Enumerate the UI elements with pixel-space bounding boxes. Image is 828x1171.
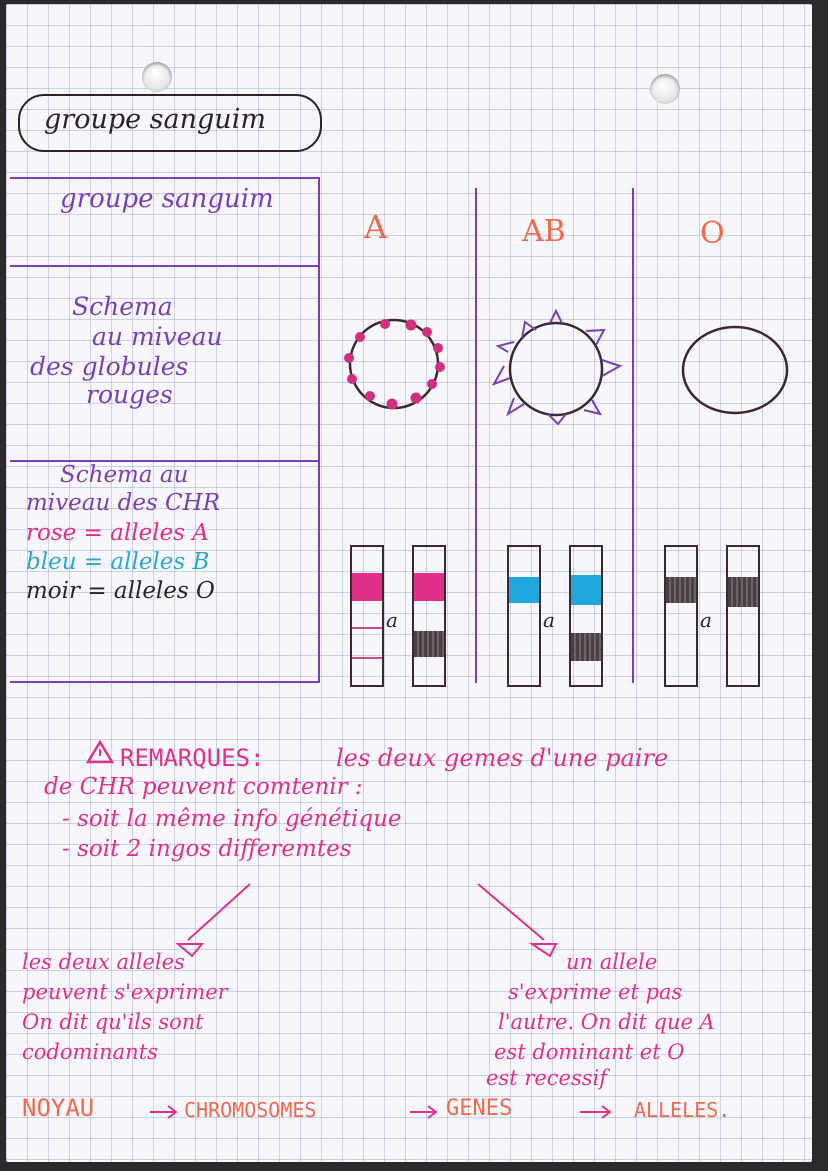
right-arrow-head [532, 944, 556, 956]
row-header-cells-line3: des globules [30, 352, 189, 381]
remarques-line1: les deux gemes d'une paire [336, 744, 669, 772]
allele-label: a [543, 608, 555, 632]
chromosome-a-left [350, 545, 384, 687]
legend-moir: moir = alleles O [26, 578, 215, 604]
remarques-line4: - soit 2 ingos differemtes [62, 836, 352, 862]
cell-ab-outline [510, 323, 602, 415]
chromosome-a-right [412, 545, 446, 687]
allele-band-b [571, 575, 601, 605]
page-title: groupe sanguim [44, 104, 266, 135]
group-a-header: A [364, 208, 388, 246]
row-header-chr-line1: Schema au [60, 462, 189, 488]
left-branch-line3: On dit qu'ils sont [22, 1010, 204, 1034]
chain-arrow-1 [150, 1106, 176, 1118]
left-arrow-line [188, 884, 250, 940]
band-tick [352, 657, 382, 659]
left-branch-line4: codominants [22, 1040, 158, 1064]
group-o-header: O [700, 216, 725, 251]
chain-chromosomes: CHROMOSOMES [184, 1098, 317, 1122]
left-branch-line1: les deux alleles [22, 950, 185, 974]
chromosome-o-left [664, 545, 698, 687]
right-arrow-line [478, 884, 544, 940]
chain-alleles: ALLELES. [634, 1098, 731, 1122]
band-tick [352, 627, 382, 629]
remarques-line2: de CHR peuvent comtenir : [44, 774, 363, 800]
row-header-blood-group: groupe sanguim [60, 184, 274, 214]
right-branch-line2: s'exprime et pas [508, 980, 683, 1004]
right-branch-line5: est recessif [486, 1066, 608, 1090]
allele-band-o [666, 577, 696, 603]
row-header-cells-line1: Schema [72, 292, 173, 321]
cell-a-antigens [344, 319, 445, 410]
legend-rose: rose = alleles A [26, 520, 209, 546]
allele-band-a [352, 573, 382, 601]
chromosome-ab-right [569, 545, 603, 687]
cell-o-outline [683, 327, 787, 413]
right-branch-line3: l'autre. On dit que A [498, 1010, 715, 1034]
allele-band-o [414, 631, 444, 657]
chain-noyau: NOYAU [22, 1094, 95, 1122]
remarques-heading: REMARQUES: [120, 744, 265, 772]
allele-label: a [700, 608, 712, 632]
allele-band-o [571, 633, 601, 661]
row-header-chr-line2: miveau des CHR [26, 490, 221, 516]
row-header-cells-line4: rouges [86, 380, 173, 409]
allele-band-a [414, 573, 444, 601]
allele-label: a [386, 608, 398, 632]
chain-genes: GENES [446, 1096, 513, 1121]
chromosome-o-right [726, 545, 760, 687]
remarques-line3: - soit la même info génétique [62, 806, 402, 832]
right-branch-line4: est dominant et O [494, 1040, 685, 1064]
legend-bleu: bleu = alleles B [26, 549, 210, 575]
row-header-cells-line2: au miveau [92, 322, 223, 351]
left-branch-line2: peuvent s'exprimer [22, 980, 228, 1004]
right-branch-line1: un allele [566, 950, 658, 974]
chain-arrow-2 [410, 1106, 436, 1118]
chain-arrow-3 [580, 1106, 610, 1118]
allele-band-b [509, 577, 539, 603]
chromosome-ab-left [507, 545, 541, 687]
group-ab-header: AB [522, 214, 566, 249]
allele-band-o [728, 577, 758, 607]
